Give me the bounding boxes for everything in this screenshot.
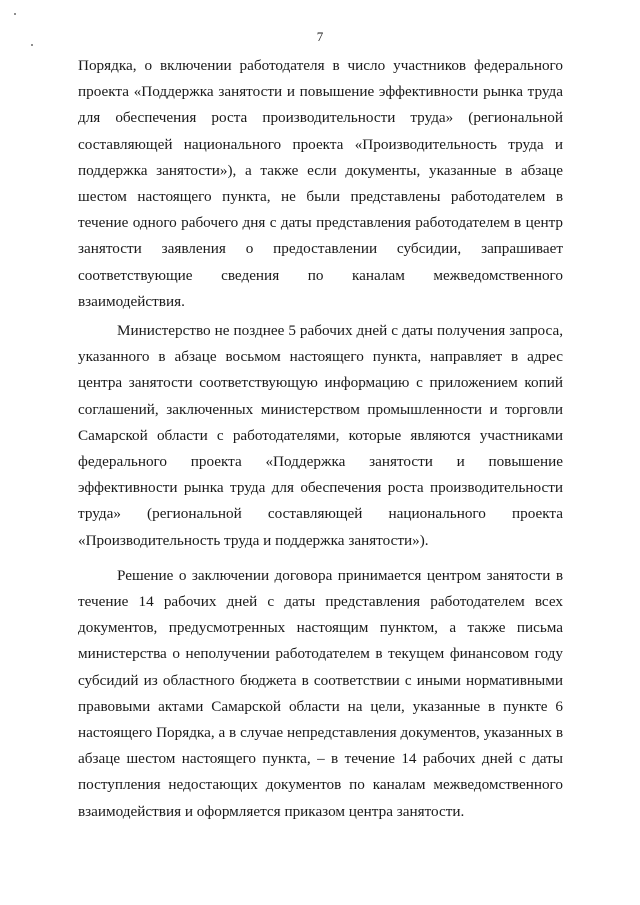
paragraph: Министерство не позднее 5 рабочих дней с даты получения запроса, указанного в абзаце восьмом настоящего пункта, направляет в адрес центра занятости соответствующую информацию с приложением копий соглашений, заключенных министерством промышленности и торговли Самарской области с работодателями, которые являются участниками федерального проекта «Поддержка занятости и повышение эффективности рынка труда для обеспечения роста производительности труда» (региональной составляющей национального проекта «Производительность труда и поддержка занятости»). xyxy=(78,322,563,549)
document-body xyxy=(78,53,563,825)
paragraph: Порядка, о включении работодателя в число участников федерального проекта «Поддержка занятости и повышение эффективности рынка труда для обеспечения роста производительности труда» (региональной составляющей национального проекта «Производительность труда и поддержка занятости»), а также если документы, указанные в абзаце шестом настоящего пункта, не были представлены работодателем в течение одного рабочего дня с даты представления работодателем в центр занятости заявления о предоставлении субсидии, запрашивает соответствующие сведения по каналам межведомственного взаимодействия. xyxy=(78,57,563,310)
scan-speck xyxy=(14,13,16,15)
page-number: 7 xyxy=(316,29,324,44)
paragraph: Решение о заключении договора принимается центром занятости в течение 14 рабочих дней с даты представления работодателем всех документов, предусмотренных настоящим пунктом, а также письма министерства о неполучении работодателем в текущем финансовом году субсидий из областного бюджета в соответствии с иными нормативными правовыми актами Самарской области на цели, указанные в пункте 6 настоящего Порядка, а в случае непредставления документов, указанных в абзаце шестом настоящего пункта, – в течение 14 рабочих дней с даты поступления недостающих документов по каналам межведомственного взаимодействия и оформляется приказом центра занятости. xyxy=(78,566,563,820)
